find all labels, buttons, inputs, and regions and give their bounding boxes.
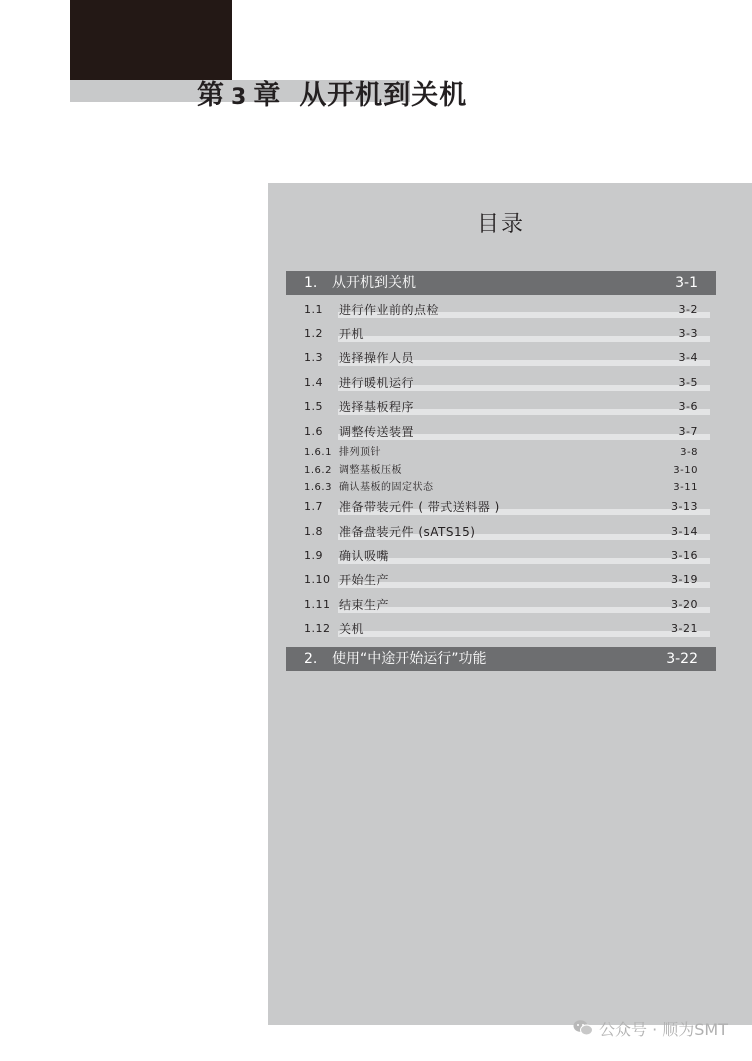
entry-number: 1.10 <box>304 573 331 586</box>
entry-number: 1.4 <box>304 376 323 389</box>
chapter-title-text: 从开机到关机 <box>299 80 468 111</box>
entry-label: 准备盘装元件 (sATS15) <box>339 525 476 539</box>
chapter-black-block <box>70 0 232 80</box>
entry-label: 选择基板程序 <box>339 400 415 414</box>
entry-page: 3-16 <box>671 549 698 562</box>
toc-section-2[interactable] <box>286 647 716 671</box>
wechat-icon <box>573 1019 593 1042</box>
entry-number: 1.2 <box>304 327 323 340</box>
entry-underline <box>338 558 710 564</box>
entry-number: 1.9 <box>304 549 323 562</box>
entry-page: 3-11 <box>673 482 698 493</box>
entry-page: 3-6 <box>678 400 698 413</box>
toc-entry-1-3[interactable] <box>286 348 716 368</box>
entry-number: 1.6.3 <box>304 482 332 493</box>
watermark-text: 公众号 · 顺为SMT <box>599 1020 728 1039</box>
entry-page: 3-10 <box>673 465 698 476</box>
entry-page: 3-2 <box>678 303 698 316</box>
entry-label: 调整传送装置 <box>339 425 415 439</box>
entry-underline <box>338 582 710 588</box>
toc-entry-1-9[interactable] <box>286 546 716 566</box>
toc-entry-1-6-3[interactable] <box>286 480 716 496</box>
entry-page: 3-13 <box>671 500 698 513</box>
entry-number: 1.1 <box>304 303 323 316</box>
chapter-title <box>197 76 467 116</box>
entry-label: 确认吸嘴 <box>339 549 390 563</box>
entry-page: 3-7 <box>678 425 698 438</box>
chapter-prefix: 第 <box>197 80 225 111</box>
entry-label: 关机 <box>339 622 365 636</box>
entry-number: 1.12 <box>304 622 331 635</box>
entry-underline <box>338 336 710 342</box>
toc-heading: 目录 <box>476 212 525 237</box>
section-number: 2. <box>304 651 318 667</box>
entry-label: 确认基板的固定状态 <box>339 482 434 493</box>
entry-page: 3-14 <box>671 525 698 538</box>
entry-number: 1.5 <box>304 400 323 413</box>
entry-underline <box>338 607 710 613</box>
entry-number: 1.6.2 <box>304 465 332 476</box>
entry-page: 3-4 <box>678 351 698 364</box>
section-page: 3-22 <box>666 651 698 667</box>
entry-label: 调整基板压板 <box>339 465 402 476</box>
toc-entry-1-5[interactable] <box>286 397 716 417</box>
entry-page: 3-21 <box>671 622 698 635</box>
entry-underline <box>338 631 710 637</box>
toc-entry-1-12[interactable] <box>286 619 716 639</box>
entry-number: 1.7 <box>304 500 323 513</box>
toc-panel <box>268 183 752 1025</box>
entry-label: 选择操作人员 <box>339 351 415 365</box>
watermark <box>573 1019 728 1041</box>
entry-page: 3-5 <box>678 376 698 389</box>
entry-label: 开始生产 <box>339 573 390 587</box>
entry-label: 开机 <box>339 327 365 341</box>
chapter-suffix: 章 <box>253 80 282 111</box>
entry-page: 3-20 <box>671 598 698 611</box>
chapter-number: 3 <box>231 85 248 110</box>
toc-entry-1-6-2[interactable] <box>286 463 716 479</box>
toc-entry-1-6[interactable] <box>286 422 716 442</box>
entry-number: 1.6 <box>304 425 323 438</box>
toc-entry-1-6-1[interactable] <box>286 445 716 461</box>
entry-label: 准备带装元件 ( 带式送料器 ) <box>339 500 500 514</box>
entry-label: 进行作业前的点检 <box>339 303 440 317</box>
section-number: 1. <box>304 275 318 291</box>
toc-entry-1-2[interactable] <box>286 324 716 344</box>
toc-entry-1-4[interactable] <box>286 373 716 393</box>
entry-number: 1.6.1 <box>304 447 332 458</box>
entry-label: 排列顶针 <box>339 447 381 458</box>
section-label: 使用“中途开始运行”功能 <box>332 651 487 667</box>
entry-page: 3-19 <box>671 573 698 586</box>
entry-number: 1.11 <box>304 598 331 611</box>
entry-page: 3-3 <box>678 327 698 340</box>
toc-entry-1-1[interactable] <box>286 300 716 320</box>
entry-number: 1.8 <box>304 525 323 538</box>
section-page: 3-1 <box>675 275 698 291</box>
toc-entry-1-10[interactable] <box>286 570 716 590</box>
toc-section-1[interactable] <box>286 271 716 295</box>
toc-entry-1-7[interactable] <box>286 497 716 517</box>
entry-label: 进行暖机运行 <box>339 376 415 390</box>
entry-number: 1.3 <box>304 351 323 364</box>
toc-entry-1-11[interactable] <box>286 595 716 615</box>
toc-entry-1-8[interactable] <box>286 522 716 542</box>
entry-page: 3-8 <box>680 447 698 458</box>
section-label: 从开机到关机 <box>332 275 416 291</box>
entry-label: 结束生产 <box>339 598 390 612</box>
